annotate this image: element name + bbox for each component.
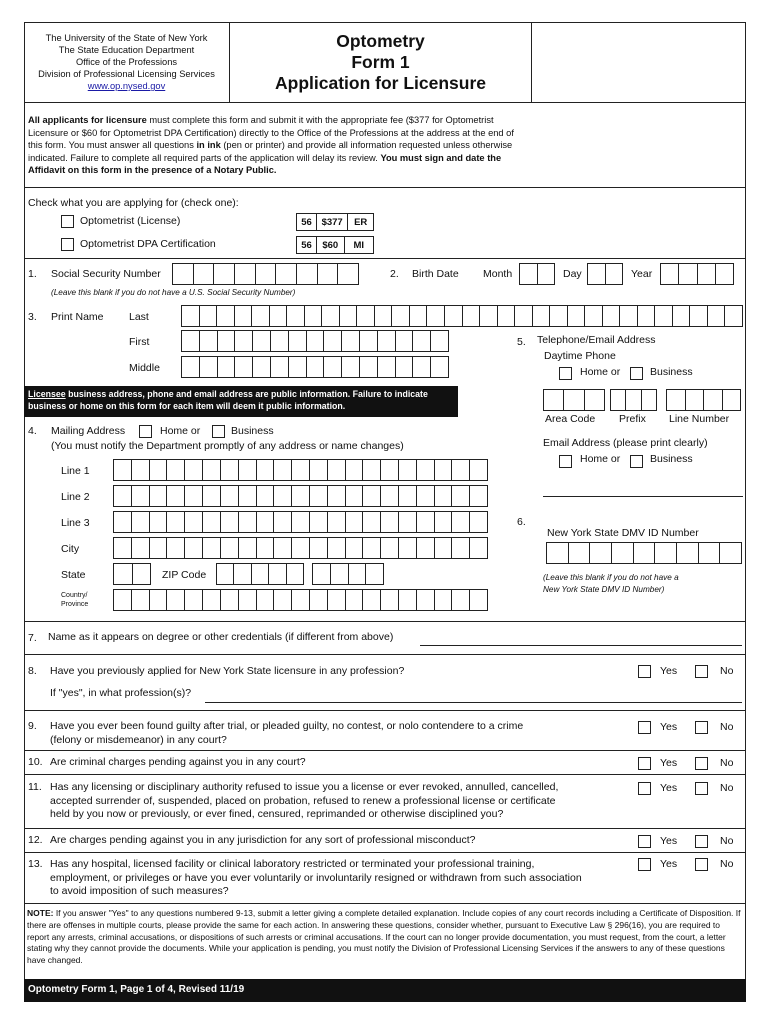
q4-number: 4. [28,425,37,437]
first-name-input[interactable] [181,330,449,352]
zip-input[interactable] [216,563,304,585]
q9-yes-checkbox[interactable] [638,721,651,734]
q10-line1: Are criminal charges pending against you in any court? [50,756,306,768]
telephone-email-label: Telephone/Email Address [537,334,656,346]
q7-number: 7. [28,632,37,644]
dpa-option-label: Optometrist DPA Certification [80,238,216,250]
dpa-checkbox[interactable] [61,238,74,251]
divider [24,654,746,655]
q12-number: 12. [28,834,43,846]
country-label [61,591,88,609]
q13-no-label: No [720,858,734,870]
prefix-input[interactable] [610,389,657,411]
email-input-line[interactable] [543,496,743,497]
q7-input-line[interactable] [420,645,742,646]
note-lead: NOTE: [27,908,54,918]
q7-label: Name as it appears on degree or other credentials (if different from above) [48,631,394,643]
footer-bar [24,979,746,1002]
mailing-business-checkbox[interactable] [212,425,225,438]
email-business-checkbox[interactable] [630,455,643,468]
divider [24,774,746,775]
q9-line1: Have you ever been found guilty after trial, or pleaded guilty, no contest, or nolo contendere to a crime [50,720,524,732]
dpa-type: MI [353,239,365,251]
q13-text [50,858,582,899]
notice-text: business address, phone and email address are public information. Failure to indicate business or home on this form for each item will deem it public information. [28,389,428,411]
q11-line3: held by you now or previously, or ever fined, censured, reprimanded or otherwise disciplined you? [50,808,504,820]
intro-bold-end: You must sign and date the Affidavit on this form in the presence of a Notary Public. [28,152,502,175]
q9-line2: (felony or misdemeanor) in any court? [50,733,227,746]
q13-line1: Has any hospital, licensed facility or clinical laboratory restricted or terminated your professional training, [50,858,535,870]
intro-bold-lead: All applicants for licensure [28,115,147,125]
q2-number: 2. [390,268,399,280]
birth-date-label: Birth Date [412,268,459,280]
title-line-1: Optometry [336,31,425,51]
q8-profession-input[interactable] [205,702,742,703]
month-label: Month [483,268,513,280]
q6-number: 6. [517,516,526,528]
print-name-label: Print Name [51,311,104,323]
intro-paragraph [28,114,528,177]
apply-prompt: Check what you are applying for (check one): [28,197,239,209]
q13-yes-checkbox[interactable] [638,858,651,871]
license-fee-box [296,213,374,231]
intro-text-1: must complete this form and submit it with the appropriate fee ($377 for Optometrist Licensure or $60 for Optometrist DPA Certification) directly to the Office of the Professions at the address at the end of this form. You must answer all questions [28,115,514,150]
mailing-home-label: Home or [160,425,201,437]
zip-label: ZIP Code [162,569,207,581]
q11-number: 11. [28,781,42,793]
q10-yes-label: Yes [660,757,678,769]
city-label: City [61,543,80,555]
day-label: Day [563,268,582,280]
q12-no-checkbox[interactable] [695,835,708,848]
phone-home-checkbox[interactable] [559,367,572,380]
q11-text [50,781,558,822]
last-name-input[interactable] [181,305,743,327]
line-number-label: Line Number [669,413,730,425]
prefix-label: Prefix [619,413,646,425]
q5-number: 5. [517,336,526,348]
q11-yes-checkbox[interactable] [638,782,651,795]
q11-no-checkbox[interactable] [695,782,708,795]
divider [24,187,746,188]
q9-no-checkbox[interactable] [695,721,708,734]
divider [24,903,746,904]
q10-yes-checkbox[interactable] [638,757,651,770]
q9-yes-label: Yes [660,721,678,733]
intro-bold-ink: in ink [196,140,221,150]
dmv-label: New York State DMV ID Number [547,527,699,539]
q10-number: 10. [28,756,43,768]
divider [24,828,746,829]
state-input[interactable] [113,563,151,585]
city-input[interactable] [113,537,488,559]
dpa-fee: $60 [317,237,345,253]
q12-yes-label: Yes [660,835,678,847]
divider [24,258,746,259]
org-line-2: The State Education Department [58,45,195,55]
license-type: ER [354,216,368,228]
mailing-business-label: Business [231,425,274,437]
country-input[interactable] [113,589,488,611]
divider [24,621,746,622]
intro-text-2: (pen or printer) and provide all information requested unless otherwise indicated. Failure to complete all required parts of the application will delay its review. [28,140,513,163]
email-business-label: Business [650,453,693,465]
title-line-2: Form 1 [351,52,410,72]
q8-yes-label: Yes [660,665,678,677]
email-label: Email Address (please print clearly) [543,437,708,449]
q10-no-checkbox[interactable] [695,757,708,770]
title-line-3: Application for Licensure [275,73,486,93]
area-code-input[interactable] [543,389,605,411]
first-name-label: First [129,336,150,348]
q11-line2: accepted surrender of, suspended, placed on probation, refused to renew a professional license or certificate [50,794,556,807]
notice-underlined: Licensee [28,389,66,399]
license-option-label: Optometrist (License) [80,215,181,227]
header-org-block [24,22,230,102]
q8-number: 8. [28,665,37,677]
ssn-label: Social Security Number [51,268,161,280]
website-link[interactable]: www.op.nysed.gov [87,81,166,91]
q13-number: 13. [28,858,43,870]
q13-line3: to avoid imposition of such measures? [50,885,229,897]
address-line3-input[interactable] [113,511,488,533]
last-name-label: Last [129,311,149,323]
line1-label: Line 1 [61,465,90,477]
line-number-input[interactable] [666,389,741,411]
birth-month-input[interactable] [519,263,555,285]
middle-name-input[interactable] [181,356,449,378]
country-label-line2: Province [61,601,89,608]
mailing-address-label: Mailing Address [51,425,126,437]
q9-number: 9. [28,720,37,732]
phone-business-label: Business [650,366,693,378]
org-line-4: Division of Professional Licensing Services [38,69,215,79]
q13-no-checkbox[interactable] [695,858,708,871]
ssn-input[interactable] [172,263,359,285]
dmv-note [543,572,679,596]
q12-yes-checkbox[interactable] [638,835,651,848]
note-text: If you answer "Yes" to any questions numbered 9-13, submit a letter giving a complete detailed explanation. Include copies of any court records including a Certificate of Disposition. If there are offenses in multiple courts, please provide the same for each action. In answering these questions, consider whether, pursuant to Executive Law § 296(16), you are required to report any arrests, criminal accusations, or dispositions of such arrests or criminal accusations. If the court can no longer provide documentation, you must request, from the court, a letter stating why they cannot provide the documents. While your application is pending, you must notify the Division of Professional Licensing Services if the answers to any of these questions have changed. [27,908,741,966]
divider [24,710,746,711]
divider [24,750,746,751]
q11-line1: Has any licensing or disciplinary authority refused to issue you a license or ever revoked, annulled, cancelled, [50,781,559,793]
org-line-3: Office of the Professions [75,57,178,67]
divider [24,102,746,103]
dpa-code: 56 [297,237,317,253]
dpa-fee-box [296,236,374,254]
q10-no-label: No [720,757,734,769]
phone-business-checkbox[interactable] [630,367,643,380]
q11-yes-label: Yes [660,782,678,794]
divider [24,852,746,853]
q1-number: 1. [28,268,37,280]
mailing-home-checkbox[interactable] [139,425,152,438]
footer-text: Optometry Form 1, Page 1 of 4, Revised 11/19 [28,984,245,995]
q13-line2: employment, or privileges or have you ever voluntarily or involuntarily resigned or withdrawn from such association [50,871,582,884]
year-label: Year [631,268,653,280]
q9-no-label: No [720,721,734,733]
dmv-note-line1: (Leave this blank if you do not have a [543,573,679,582]
q11-no-label: No [720,782,734,794]
q9-text [50,720,523,747]
header-title-block [230,22,532,102]
birth-day-input[interactable] [587,263,623,285]
address-change-note: (You must notify the Department promptly of any address or name changes) [51,440,404,452]
q13-yes-label: Yes [660,858,678,870]
line3-label: Line 3 [61,517,90,529]
phone-home-label: Home or [580,366,621,378]
license-fee: $377 [317,214,348,230]
q8-yes-checkbox[interactable] [638,665,651,678]
area-code-label: Area Code [545,413,596,425]
state-label: State [61,569,86,581]
q8-sub-label: If "yes", in what profession(s)? [50,687,192,699]
q8-no-checkbox[interactable] [695,665,708,678]
note-paragraph [27,908,743,967]
public-info-notice [24,386,458,417]
address-line2-input[interactable] [113,485,488,507]
zip-plus4-input[interactable] [312,563,384,585]
address-line1-input[interactable] [113,459,488,481]
q12-no-label: No [720,835,734,847]
dmv-note-line2: New York State DMV ID Number) [543,585,665,594]
q8-no-label: No [720,665,734,677]
country-label-line1: Country/ [61,592,88,599]
ssn-note: (Leave this blank if you do not have a U.S. Social Security Number) [51,288,296,297]
dmv-id-input[interactable] [546,542,742,564]
email-home-label: Home or [580,453,621,465]
email-home-checkbox[interactable] [559,455,572,468]
daytime-phone-label: Daytime Phone [544,350,616,362]
q8-label: Have you previously applied for New York State licensure in any profession? [50,665,405,677]
license-code: 56 [297,214,317,230]
middle-name-label: Middle [129,362,160,374]
birth-year-input[interactable] [660,263,734,285]
q12-line1: Are charges pending against you in any jurisdiction for any sort of professional misconduct? [50,834,476,846]
license-checkbox[interactable] [61,215,74,228]
org-line-1: The University of the State of New York [45,33,208,43]
q3-number: 3. [28,311,37,323]
line2-label: Line 2 [61,491,90,503]
